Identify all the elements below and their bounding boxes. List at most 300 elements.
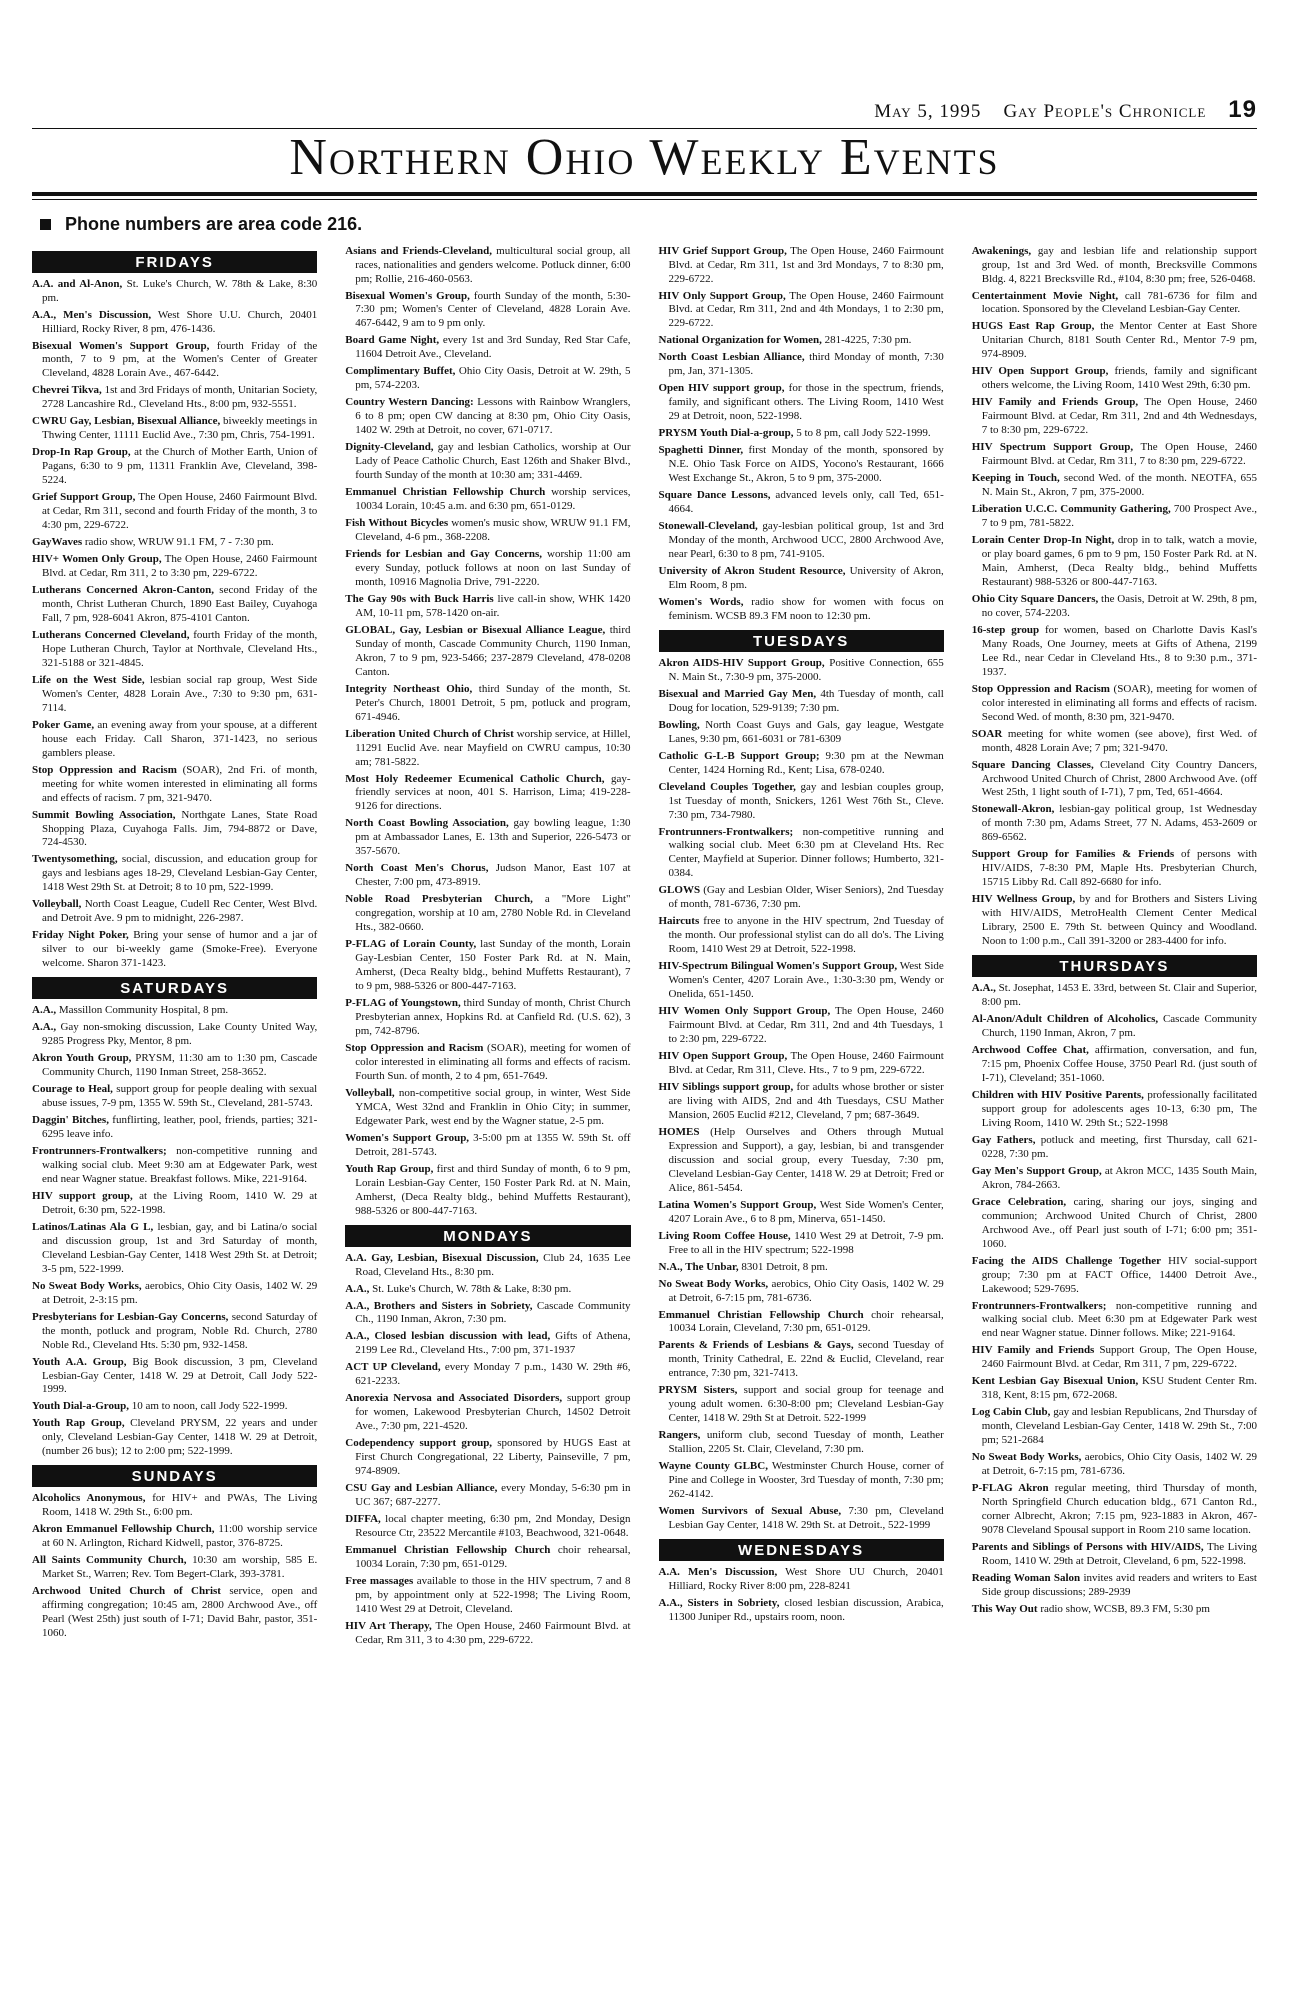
event-listing	[659, 960, 944, 1002]
event-name: HIV Art Therapy,	[345, 1619, 432, 1632]
event-details: every Monday 7 p.m., 1430 W. 29th #6, 621-2233.	[355, 1361, 631, 1388]
event-name: A.A. and Al-Anon,	[32, 277, 123, 290]
event-details: aerobics, Ohio City Oasis, 1402 W. 29 at Detroit, 6-7:15 pm, 781-6736.	[981, 1451, 1258, 1478]
event-details: The Open House, 2460 Fairmount Blvd. at Cedar, Rm 311, 1st and 3rd Mondays, 7 to 8:30 pm, 229-6722.	[668, 244, 944, 285]
event-name: Drop-In Rap Group,	[32, 446, 131, 459]
column-4	[972, 245, 1257, 1651]
event-details: an evening away from your spouse, at a different house each Friday. Call Sharon, 371-1423, no serious gamblers please.	[42, 718, 318, 759]
event-details: affirmation, conversation, and fun, 7:15 pm, Phoenix Coffee House, 3750 Pearl Rd. (just south of I-71), Cleveland; 351-1060.	[981, 1044, 1257, 1084]
event-details: St. Josephat, 1453 E. 33rd, between St. Clair and Superior, 8:00 pm.	[981, 982, 1257, 1009]
event-name: A.A.,	[971, 982, 996, 995]
event-details: 4th Tuesday of month, call Doug for location, 529-9139; 7:30 pm.	[668, 687, 944, 714]
event-details: 7:30 pm, Cleveland Lesbian Gay Center, 1418 W. 29th St. at Detroit., 522-1999	[668, 1505, 944, 1532]
event-listing	[972, 1482, 1257, 1538]
section-header-mondays: MONDAYS	[345, 1225, 630, 1247]
event-name: Board Game Night,	[345, 334, 440, 347]
event-details: for HIV+ and PWAs, The Living Room, 1418 W. 29th St., 6:00 pm.	[42, 1492, 318, 1519]
event-name: Children with HIV Positive Parents,	[971, 1088, 1144, 1101]
event-details: Bring your sense of humor and a jar of silver to our bi-weekly game (Smoke-Free). Everyone welcome. Sharon 371-1423.	[42, 929, 318, 970]
event-details: non-competitive running and walking social club. Meet 6:30 pm at Cleveland Hts. Rec Center, Mayfield at Superior. Dinner follows; Humberto, 321-0384.	[668, 825, 944, 880]
event-name: Volleyball,	[32, 898, 82, 911]
event-listing	[32, 1280, 317, 1308]
event-details: PRYSM, 11:30 am to 1:30 pm, Cascade Community Church, 1190 Inman Street, 258-3652.	[42, 1052, 318, 1079]
event-listing	[345, 1283, 630, 1297]
event-listing	[345, 1300, 630, 1328]
event-listing	[659, 1081, 944, 1123]
event-details: choir rehearsal, 10034 Lorain, Cleveland, 7:30 pm, 651-0129.	[668, 1308, 944, 1335]
event-listing	[345, 593, 630, 621]
event-name: North Coast Bowling Association,	[345, 817, 509, 830]
event-name: HIV Spectrum Support Group,	[971, 441, 1134, 454]
event-details: last Sunday of the month, Lorain Gay-Lesbian Center, 150 Foster Park Rd. at N. Main, Amherst, (Deca Realty bldg., behind Muffetts Restaurant), 7 to 9 pm, 988-5326 or 800-447-7163.	[355, 938, 631, 993]
event-details: call 781-6736 for film and location. Sponsored by the Cleveland Lesbian-Gay Center.	[981, 289, 1257, 316]
event-listing	[345, 773, 630, 815]
event-details: The Open House, 2460 Fairmount Blvd. at Cedar, Rm 311, second and fourth Friday of the month, 3 to 4:30 pm, 229-6722.	[42, 491, 318, 532]
event-listing	[32, 629, 317, 671]
event-name: Complimentary Buffet,	[345, 365, 456, 378]
event-name: P-FLAG of Lorain County,	[345, 938, 477, 951]
event-name: HIV Siblings support group,	[658, 1080, 794, 1093]
event-listing	[32, 898, 317, 926]
event-name: Akron Emmanuel Fellowship Church,	[32, 1523, 215, 1536]
event-name: HIV Grief Support Group,	[658, 244, 787, 257]
event-details: local chapter meeting, 6:30 pm, 2nd Monday, Design Resource Ctr, 23522 Mercantile #103, Beachwood, 321-0648.	[355, 1513, 631, 1540]
event-name: A.A., Men's Discussion,	[32, 308, 152, 321]
event-listing	[32, 1083, 317, 1111]
event-details: free to anyone in the HIV spectrum, 2nd Tuesday of the month. Our professional stylist can do all do's. The Living Room, 1410 West 29 at Detroit, 522-1998.	[668, 915, 944, 956]
headline-thick-rule	[32, 192, 1257, 196]
event-name: Alcoholics Anonymous,	[32, 1492, 146, 1505]
event-listing	[32, 719, 317, 761]
event-listing	[345, 365, 630, 393]
event-listing	[345, 1544, 630, 1572]
event-name: Free massages	[345, 1574, 414, 1587]
event-listing	[659, 1505, 944, 1533]
event-listing	[972, 503, 1257, 531]
event-name: HUGS East Rap Group,	[971, 320, 1095, 333]
event-details: radio show, WCSB, 89.3 FM, 5:30 pm	[1037, 1602, 1210, 1615]
event-name: Lorain Center Drop-In Night,	[971, 534, 1115, 546]
event-details: third Monday of month, 7:30 pm, Jan, 371-1305.	[668, 351, 944, 378]
event-listing	[32, 853, 317, 895]
section-header-thursdays: THURSDAYS	[972, 955, 1257, 977]
event-listing	[659, 1597, 944, 1625]
event-name: Akron AIDS-HIV Support Group,	[658, 656, 825, 669]
event-details: (Gay and Lesbian Older, Wiser Seniors), 2nd Tuesday of month, 781-6736, 7:30 pm.	[668, 884, 944, 911]
event-name: Youth Dial-a-Group,	[32, 1400, 129, 1413]
section-header-wednesdays: WEDNESDAYS	[659, 1539, 944, 1561]
event-name: Poker Game,	[32, 718, 95, 731]
event-name: Frontrunners-Frontwalkers;	[971, 1299, 1107, 1312]
event-listing	[972, 1044, 1257, 1086]
event-name: HIV Family and Friends	[971, 1344, 1095, 1357]
event-name: Keeping in Touch,	[971, 472, 1060, 485]
event-listing	[345, 1163, 630, 1219]
event-name: HIV support group,	[32, 1189, 133, 1202]
event-details: first and third Sunday of month, 6 to 9 pm, Lorain Lesbian-Gay Center, 150 Foster Park Rd. at N. Main, Amherst, (Deca Realty bldg., behind Muffetts Restaurant), 988-5326 or 800-447-7163.	[355, 1162, 631, 1217]
event-details: available to those in the HIV spectrum, 7 and 8 pm, by appointment only at 522-1998; The Living Room, 1410 West 29 at Detroit, Cleveland.	[355, 1574, 631, 1615]
event-listing	[972, 803, 1257, 845]
event-details: 10 am to noon, call Jody 522-1999.	[128, 1400, 288, 1413]
event-name: Dignity-Cleveland,	[345, 441, 434, 454]
event-listing	[659, 750, 944, 778]
event-details: worship services, 10034 Lorain, 10:45 a.m. and 6:30 pm, 651-0129.	[355, 486, 631, 513]
event-name: Latinos/Latinas Ala G L,	[32, 1220, 154, 1233]
event-details: The Open House, 2460 Fairmount Blvd. at Cedar, Rm 311, Cleve. Hts., 7 to 9 pm, 229-6722.	[668, 1050, 944, 1077]
event-listing	[345, 1513, 630, 1541]
event-details: live call-in show, WHK 1420 AM, 10-11 pm, 578-1420 on-air.	[355, 592, 631, 619]
event-listing	[659, 245, 944, 287]
event-details: Cascade Community Church, 1190 Inman, Akron, 7 pm.	[981, 1013, 1257, 1040]
event-name: Living Room Coffee House,	[658, 1229, 791, 1242]
event-listing	[32, 1021, 317, 1049]
square-bullet-icon	[40, 219, 51, 230]
event-name: Akron Youth Group,	[32, 1052, 132, 1065]
event-details: 3-5:00 pm at 1355 W. 59th St. off Detroit, 281-5743.	[355, 1131, 631, 1158]
event-listing	[32, 1585, 317, 1641]
event-name: Kent Lesbian Gay Bisexual Union,	[971, 1375, 1139, 1388]
event-details: third Sunday of month, Cascade Community Church, 1190 Inman, Akron, 7 to 9 pm, 923-5466; 237-2879 Cleveland, 478-0208 Canton.	[355, 623, 631, 678]
event-name: Emmanuel Christian Fellowship Church	[345, 486, 546, 499]
event-name: A.A. Men's Discussion,	[658, 1566, 778, 1579]
event-name: North Coast Lesbian Alliance,	[658, 351, 805, 364]
event-listing	[345, 1620, 630, 1648]
event-name: HIV Open Support Group,	[658, 1050, 788, 1063]
event-name: Frontrunners-Frontwalkers;	[32, 1144, 167, 1157]
event-listing	[659, 1005, 944, 1047]
event-details: aerobics, Ohio City Oasis, 1402 W. 29 at Detroit, 2-3:15 pm.	[42, 1279, 318, 1306]
event-listing	[659, 884, 944, 912]
event-details: Gifts of Athena, 2199 Lee Rd., Cleveland Hts., 7:00 pm, 371-1937	[355, 1330, 631, 1357]
event-listing	[345, 893, 630, 935]
event-name: Cleveland Couples Together,	[658, 780, 796, 793]
event-name: Ohio City Square Dancers,	[971, 592, 1099, 605]
event-listing	[972, 320, 1257, 362]
event-name: Wayne County GLBC,	[658, 1460, 768, 1473]
column-1	[32, 245, 317, 1651]
event-details: second Tuesday of month, Trinity Cathedral, E. 22nd & Euclid, Cleveland, rear entrance, 7:30 pm, 321-7413.	[668, 1339, 944, 1380]
event-listing	[659, 489, 944, 517]
event-details: second Friday of the month, Christ Lutheran Church, 1890 East Bailey, Cuyahoga Fall, 7 pm, 928-6041 Akron, 875-4101 Canton.	[42, 584, 318, 624]
event-name: Youth Rap Group,	[345, 1162, 434, 1175]
event-name: Grace Celebration,	[971, 1195, 1067, 1208]
event-name: Spaghetti Dinner,	[658, 444, 744, 457]
event-details: support group for people dealing with sexual abuse issues, 7-9 pm, 1355 W. 59th St., Cleveland, 281-5743.	[42, 1083, 318, 1110]
area-code-notice	[40, 214, 1257, 235]
event-details: potluck and meeting, first Thursday, call 621-0228, 7:30 pm.	[981, 1133, 1257, 1160]
event-name: Support Group for Families & Friends	[971, 848, 1175, 861]
event-listing	[32, 1356, 317, 1398]
event-listing	[345, 1132, 630, 1160]
event-details: Westminster Church House, corner of Pine and College in Wooster, 3rd Tuesday of month, 7:30 pm; 262-4142.	[668, 1460, 944, 1501]
event-name: Stop Oppression and Racism	[345, 1041, 484, 1054]
event-details: for those in the spectrum, friends, family, and significant others. The Living Room, 1410 West 29 at Detroit, noon, 522-1998.	[668, 382, 944, 423]
event-details: closed lesbian discussion, Arabica, 11300 Juniper Rd., upstairs room, noon.	[668, 1597, 944, 1623]
event-name: Bisexual Women's Group,	[345, 289, 470, 302]
event-name: Square Dancing Classes,	[971, 758, 1094, 771]
event-name: Courage to Heal,	[32, 1083, 113, 1096]
event-details: Gay non-smoking discussion, Lake County United Way, 9285 Progress Pky, Mentor, 8 pm.	[42, 1021, 318, 1048]
event-details: West Shore UU Church, 20401 Hilliard, Rocky River 8:00 pm, 228-8241	[668, 1566, 944, 1593]
event-details: non-competitive social group, in winter, West Side YMCA, West 32nd and Franklin in Ohio City; in summer, Edgewater Park, west end by the Wagner statue, 2-5 pm.	[355, 1086, 631, 1127]
event-listing	[659, 1460, 944, 1502]
event-name: Facing the AIDS Challenge Together	[971, 1254, 1162, 1267]
event-listing	[972, 624, 1257, 680]
event-name: Frontrunners-Frontwalkers;	[658, 825, 794, 838]
event-details: Lessons with Rainbow Wranglers, 6 to 8 pm; open CW dancing at 8:30 pm, Ohio City Oasis, 1402 W. 29th at Detroit, no cover, 671-0717.	[355, 396, 631, 437]
event-name: SOAR	[971, 727, 1003, 740]
event-details: 700 Prospect Ave., 7 to 9 pm, 781-5822.	[981, 503, 1257, 530]
event-listing	[345, 624, 630, 680]
event-details: drop in to talk, watch a movie, or play board games, 6 pm to 9 pm, 150 Foster Park Rd. at N. Main, Amherst, (Deca Realty bldg., behind Muffetts Restaurant) 988-5326 or 800-447-7163.	[981, 534, 1257, 588]
event-name: HIV+ Women Only Group,	[32, 553, 162, 566]
event-listing	[972, 290, 1257, 318]
event-details: Massillon Community Hospital, 8 pm.	[56, 1004, 229, 1017]
event-details: Cascade Community Ch., 1190 Inman, Akron, 7:30 pm.	[355, 1299, 631, 1326]
event-listing	[972, 1013, 1257, 1041]
event-listing	[659, 1261, 944, 1275]
event-details: gay-friendly services at noon, 401 S. Harrison, Lima; 419-228-9126 for directions.	[355, 772, 631, 813]
event-details: fourth Sunday of the month, 5:30-7:30 pm; Women's Center of Cleveland, 4828 Lorain Ave. 467-6442, 9 am to 9 pm only.	[355, 289, 631, 330]
section-header-saturdays: SATURDAYS	[32, 977, 317, 999]
event-name: Friday Night Poker,	[32, 929, 129, 942]
event-listing	[659, 290, 944, 332]
event-listing	[32, 1311, 317, 1353]
event-listing	[659, 1126, 944, 1196]
event-details: regular meeting, third Thursday of month, North Springfield Church education bldg., 671 Canton Rd., corner Albrecht, Akron; 7:15 pm, 923-1883 in Akron, 467-9078 Cleveland Spousal support in Room 210 same location.	[981, 1482, 1257, 1537]
event-listing	[972, 1541, 1257, 1569]
event-details: of persons with HIV/AIDS, 7-8:30 PM, Maple Hts. Presbyterian Church, 15715 Libby Rd. Call 892-6680 for info.	[981, 848, 1257, 889]
event-details: The Open House, 2460 Fairmount Blvd. at Cedar, Rm 311, 2 to 3:30 pm, 229-6722.	[42, 553, 318, 580]
event-listing	[659, 1309, 944, 1337]
event-listing	[345, 290, 630, 332]
event-listing	[345, 1437, 630, 1479]
event-details: 1st and 3rd Fridays of month, Unitarian Society, 2728 Lancashire Rd., Cleveland Hts., 8:00 pm, 932-5551.	[42, 384, 318, 411]
event-listing	[32, 764, 317, 806]
event-listing	[32, 491, 317, 533]
event-details: choir rehearsal, 10034 Lorain, 7:30 pm, 651-0129.	[355, 1544, 631, 1570]
event-listing	[659, 657, 944, 685]
event-name: Stonewall-Cleveland,	[658, 520, 758, 533]
event-listing	[972, 893, 1257, 949]
event-details: North Coast League, Cudell Rec Center, West Blvd. and Detroit Ave. 9 pm to midnight, 226-2987.	[42, 898, 318, 925]
event-listing	[972, 1375, 1257, 1403]
event-listing	[659, 1384, 944, 1426]
event-name: Twentysomething,	[32, 853, 118, 866]
event-listing	[972, 1572, 1257, 1600]
event-details: social, discussion, and education group for gays and lesbians ages 18-29, Cleveland Lesbian-Gay Center, 1418 West 29th St. at Detroit; 8 to 10 pm, 522-1999.	[42, 853, 318, 894]
event-name: Archwood Coffee Chat,	[971, 1044, 1089, 1057]
event-listing	[345, 1392, 630, 1434]
notice-text: Phone numbers are area code 216.	[65, 213, 363, 234]
column-2	[345, 245, 630, 1651]
event-name: HIV-Spectrum Bilingual Women's Support Group,	[658, 960, 898, 973]
event-name: 16-step group	[971, 623, 1040, 636]
event-name: A.A.,	[32, 1004, 57, 1017]
event-details: gay and lesbian couples group, 1st Tuesday of month, Snickers, 1261 West 76th St., Cleve. 7:30 pm, 734-7980.	[668, 780, 944, 821]
event-details: (SOAR), 2nd Fri. of month, meeting for white women interested in eliminating all forms and effects of racism. 7 pm, 321-9470.	[42, 763, 318, 804]
event-details: Positive Connection, 655 N. Main St., 7:30-9 pm, 375-2000.	[668, 656, 944, 683]
event-details: worship service, at Hillel, 11291 Euclid Ave. near Mayfield on CWRU campus, 10:30 am; 781-5822.	[355, 727, 631, 768]
event-details: radio show for women with focus on feminism. WCSB 89.3 FM noon to 12:30 pm.	[668, 595, 944, 622]
event-name: Bisexual Women's Support Group,	[32, 339, 210, 352]
event-details: West Shore U.U. Church, 20401 Hilliard, Rocky River, 8 pm, 476-1436.	[42, 308, 318, 335]
event-name: Haircuts	[658, 915, 700, 928]
event-name: Noble Road Presbyterian Church,	[345, 893, 533, 906]
event-listing	[345, 517, 630, 545]
event-listing	[345, 548, 630, 590]
event-details: sponsored by HUGS East at First Church Congregational, 22 Liberty, Painseville, 7 pm, 974-8909.	[355, 1437, 631, 1478]
event-listing	[972, 982, 1257, 1010]
event-details: caring, sharing our joys, singing and communion; Archwood United Church of Christ, 2800 Archwood Ave., off Pearl just south of I-71; 6:00 pm; 351-1060.	[981, 1195, 1257, 1250]
event-listing	[659, 1199, 944, 1227]
event-listing	[659, 1339, 944, 1381]
event-listing	[345, 486, 630, 514]
event-name: National Organization for Women,	[658, 334, 822, 347]
event-name: Friends for Lesbian and Gay Concerns,	[345, 547, 543, 560]
event-name: Bowling,	[658, 718, 700, 731]
event-details: the Oasis, Detroit at W. 29th, 8 pm, no cover, 574-2203.	[981, 592, 1258, 619]
event-name: P-FLAG Akron	[971, 1482, 1049, 1495]
event-name: Stop Oppression and Racism	[32, 763, 177, 776]
issue-date: May 5, 1995	[874, 101, 982, 122]
event-listing	[32, 1145, 317, 1187]
event-name: HIV Wellness Group,	[971, 893, 1076, 906]
event-details: every Monday, 5-6:30 pm in UC 367; 687-2277.	[355, 1482, 631, 1509]
publication-name: Gay People's Chronicle	[1003, 101, 1207, 122]
event-details: Support Group, The Open House, 2460 Fairmount Blvd. at Cedar, Rm 311, 7 pm, 229-6722.	[981, 1344, 1257, 1371]
event-name: Lutherans Concerned Akron-Canton,	[32, 584, 214, 597]
event-details: Club 24, 1635 Lee Road, Cleveland Hts., 8:30 pm.	[355, 1251, 631, 1278]
event-details: 5 to 8 pm, call Jody 522-1999.	[793, 427, 931, 440]
event-name: HIV Family and Friends Group,	[971, 396, 1139, 409]
event-listing	[659, 1230, 944, 1258]
event-listing	[659, 826, 944, 882]
event-name: All Saints Community Church,	[32, 1554, 187, 1567]
event-details: Ohio City Oasis, Detroit at W. 29th, 5 pm, 574-2203.	[355, 365, 631, 392]
event-details: radio show, WRUW 91.1 FM, 7 - 7:30 pm.	[82, 536, 274, 549]
event-details: The Open House, 2460 Fairmount Blvd. at Cedar, Rm 311, 7 to 8:30 pm, 229-6722.	[981, 441, 1257, 468]
event-listing	[32, 809, 317, 851]
event-details: funflirting, leather, pool, friends, parties; 321-6295 leave info.	[42, 1114, 318, 1140]
event-details: The Open House, 2460 Fairmount Blvd. at Cedar, Rm 311, 2nd and 4th Mondays, 1 to 2:30 pm, 229-6722.	[668, 289, 944, 330]
event-name: Daggin' Bitches,	[32, 1114, 109, 1127]
event-name: No Sweat Body Works,	[32, 1279, 142, 1292]
column-3	[659, 245, 944, 1651]
event-name: Fish Without Bicycles	[345, 517, 449, 530]
event-name: No Sweat Body Works,	[658, 1277, 769, 1290]
page-headline: Northern Ohio Weekly Events	[289, 129, 1000, 186]
event-name: N.A., The Unbar,	[658, 1260, 739, 1273]
event-name: Open HIV support group,	[658, 382, 785, 395]
event-details: West Side Women's Center, 4207 Lorain Ave., 1:30-3:30 pm, Wendy or Onelida, 651-1450.	[668, 960, 944, 1001]
event-listing	[32, 1417, 317, 1459]
event-details: aerobics, Ohio City Oasis, 1402 W. 29 at Detroit, 6-7:15 pm, 781-6736.	[668, 1277, 944, 1304]
event-details: gay and lesbian life and relationship support group, 1st and 3rd Wed. of month, Brecksville Commons Bldg. 4, 8221 Brecksville Rd., #104, 8:30 pm; free, 526-0468.	[981, 244, 1257, 285]
event-name: Grief Support Group,	[32, 491, 136, 504]
event-name: A.A., Closed lesbian discussion with lead,	[345, 1330, 551, 1343]
event-details: gay and lesbian Catholics, worship at Our Lady of Peace Catholic Church, East 126th and Shaker Blvd., fourth Sunday of the month at 10:30 am; 331-4469.	[355, 441, 631, 482]
event-listing	[345, 1361, 630, 1389]
event-name: PRYSM Sisters,	[658, 1384, 738, 1397]
event-details: lesbian social rap group, West Side Women's Center, 4828 Lorain Ave., 7:30 to 9:30 pm, 631-7114.	[42, 673, 318, 714]
event-name: A.A., Sisters in Sobriety,	[658, 1597, 780, 1610]
event-name: Youth Rap Group,	[32, 1417, 125, 1430]
section-header-fridays: FRIDAYS	[32, 251, 317, 273]
event-name: Women's Support Group,	[345, 1131, 470, 1144]
event-details: a "More Light" congregation, worship at 10 am, 2780 Noble Rd. in Cleveland Hts., 382-0660.	[355, 893, 631, 934]
event-name: Lutherans Concerned Cleveland,	[32, 628, 190, 641]
event-details: support and social group for teenage and young adult women. 6:30-8:00 pm; Cleveland Lesbian-Gay Center, 1418 W. 29th St at Detroit. 522-1999	[668, 1384, 944, 1425]
event-listing	[972, 593, 1257, 621]
event-listing	[659, 382, 944, 424]
event-name: Gay Fathers,	[971, 1133, 1036, 1146]
event-details: service, open and affirming congregation; 10:45 am, 2800 Archwood Ave., off Pearl (West 25th) just south of I-71; David Bahr, pastor, 351-1060.	[42, 1585, 318, 1640]
event-details: third Sunday of month, Christ Church Presbyterian annex, Hopkins Rd. at Canfield Rd. (U.S. 62), 3 pm, 742-8796.	[355, 997, 631, 1037]
event-listing	[659, 781, 944, 823]
event-name: Volleyball,	[345, 1086, 395, 1099]
event-details: (SOAR), meeting for women of color interested in eliminating all forms and effects of racism. Fourth Sun. of month, 2 to 4 pm, 651-7649.	[355, 1041, 631, 1082]
event-name: ACT UP Cleveland,	[345, 1361, 441, 1374]
event-details: The Living Room, 1410 W. 29th at Detroit, Cleveland, 6 pm, 522-1998.	[981, 1541, 1258, 1567]
event-listing	[659, 334, 944, 348]
event-listing	[32, 584, 317, 626]
event-details: North Coast Guys and Gals, gay league, Westgate Lanes, 9:30 pm, 661-6031 or 781-6309	[668, 718, 944, 745]
event-listing	[659, 351, 944, 379]
event-name: Youth A.A. Group,	[32, 1355, 127, 1368]
event-name: P-FLAG of Youngstown,	[345, 997, 461, 1010]
event-name: GLOBAL, Gay, Lesbian or Bisexual Alliance League,	[345, 623, 606, 636]
event-details: gay-lesbian political group, 1st and 3rd Monday of the month, Archwood UCC, 2800 Archwood Ave, near Pearl, 6:30 to 8 pm, 741-9105.	[668, 520, 944, 560]
event-listing	[32, 674, 317, 716]
event-details: (Help Ourselves and Others through Mutual Expression and Support), a gay, lesbian, bi and transgender discussion and social group, every Tuesday, 7:30 pm, Cleveland Lesbian-Gay Center, 1418 W. 29 at Detroit; Fred or Alice, 861-5454.	[668, 1125, 944, 1194]
event-details: 281-4225, 7:30 pm.	[821, 334, 912, 347]
event-details: 9:30 pm at the Newman Center, 1424 Horning Rd., Kent; Lisa, 678-0240.	[668, 749, 944, 776]
event-name: Catholic G-L-B Support Group;	[658, 749, 820, 762]
event-name: Presbyterians for Lesbian-Gay Concerns,	[32, 1310, 229, 1323]
event-name: Chevrei Tikva,	[32, 384, 102, 397]
event-name: PRYSM Youth Dial-a-group,	[658, 427, 794, 440]
event-listing	[345, 334, 630, 362]
event-listing	[32, 1190, 317, 1218]
event-listing	[32, 340, 317, 382]
event-columns	[32, 245, 1257, 1651]
event-details: University of Akron, Elm Room, 8 pm.	[668, 564, 944, 591]
event-listing	[659, 915, 944, 957]
event-listing	[659, 1050, 944, 1078]
event-listing	[972, 1255, 1257, 1297]
event-details: third Sunday of the month, St. Peter's Church, 18001 Detroit, 5 pm, potluck and program, 671-4946.	[355, 682, 631, 723]
event-listing	[345, 817, 630, 859]
event-listing	[32, 1221, 317, 1277]
event-name: GayWaves	[32, 536, 83, 549]
event-listing	[32, 309, 317, 337]
event-listing	[972, 1134, 1257, 1162]
event-details: at Akron MCC, 1435 South Main, Akron, 784-2663.	[981, 1164, 1257, 1191]
event-details: 10:30 am worship, 585 E. Market St., Warren; Rev. Tom Begert-Clark, 393-3781.	[42, 1554, 318, 1581]
event-listing	[659, 688, 944, 716]
event-name: Latina Women's Support Group,	[658, 1198, 817, 1211]
event-listing	[972, 848, 1257, 890]
event-details: gay bowling league, 1:30 pm at Ambassador Lanes, E. 13th and Superior, 226-5473 or 357-5670.	[355, 817, 631, 858]
event-name: Summit Bowling Association,	[32, 808, 176, 821]
event-details: uniform club, second Tuesday of month, Leather Stallion, 2205 St. Clair, Cleveland, 7:30 pm.	[668, 1429, 944, 1456]
event-details: (SOAR), meeting for women of color interested in eliminating all forms and effects of racism. Second Wed. of month, 8:30 pm, 321-9470.	[981, 682, 1257, 723]
section-header-tuesdays: TUESDAYS	[659, 630, 944, 652]
event-details: invites avid readers and writers to East Side group discussions; 289-2939	[981, 1571, 1257, 1598]
event-name: DIFFA,	[345, 1513, 381, 1526]
event-listing	[345, 938, 630, 994]
